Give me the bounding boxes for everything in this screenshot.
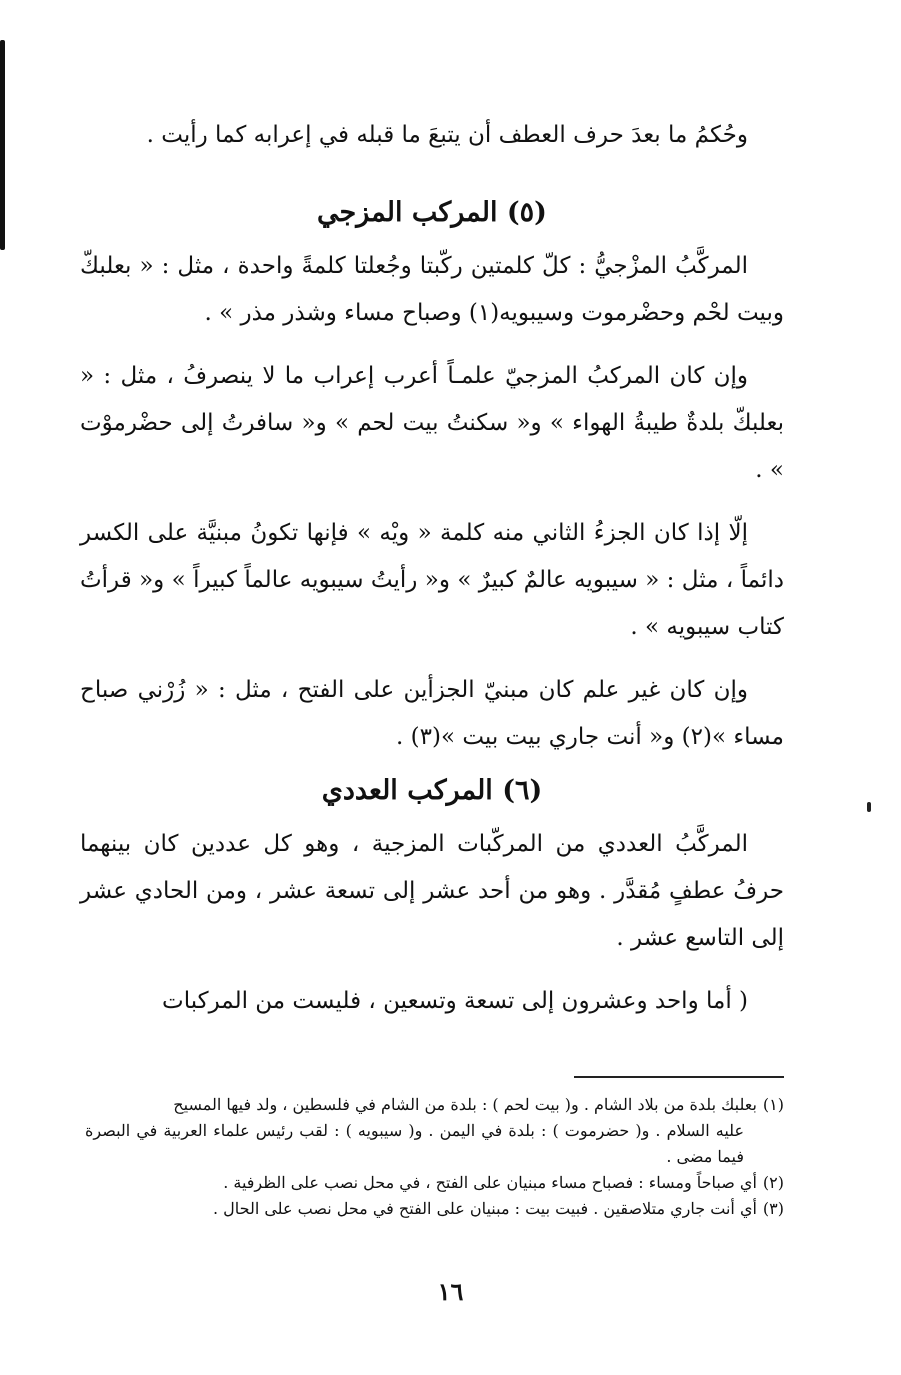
scan-speck (867, 802, 871, 812)
footnote-1-continuation: عليه السلام . و( حضرموت ) : بلدة في اليمن . و( سيبويه ) : لقب رئيس علماء العربية في البصرة فيما مضى . (85, 1121, 744, 1166)
section-6-paragraph-2: ( أما واحد وعشرون إلى تسعة وتسعين ، فليست من المركبات (162, 988, 748, 1014)
footnote-text: بعلبك بلدة من بلاد الشام . و( بيت لحم ) : بلدة من الشام في فلسطين ، ولد فيها المسيح (173, 1095, 757, 1114)
section-5-paragraph-4: وإن كان غير علم كان مبنيّ الجزأين على الفتح ، مثل : « زُرْني صباح مساء »(٢) و« أنت جاري بيت بيت »(٣) . (80, 677, 784, 750)
scan-edge-mark (0, 40, 5, 250)
footnote-2 (85, 1170, 784, 1196)
footnote-1 (85, 1092, 784, 1118)
section-6-heading: (٦) المركب العددي (321, 775, 543, 806)
footnotes (85, 1092, 784, 1222)
footnote-number: (١) (762, 1095, 784, 1114)
footnote-separator (574, 1076, 784, 1078)
page-number: ١٦ (437, 1277, 464, 1306)
intro-line: وحُكمُ ما بعدَ حرف العطف أن يتبعَ ما قبله في إعرابه كما رأيت . (146, 122, 748, 148)
section-6-paragraph-1: المركَّبُ العددي من المركّبات المزجية ، وهو كل عددين كان بينهما حرفُ عطفٍ مُقدَّر . وهو من أحد عشر إلى تسعة عشر ، ومن الحادي عشر إلى التاسع عشر . (80, 831, 784, 951)
footnote-3 (85, 1196, 784, 1222)
section-5-paragraph-2: وإن كان المركبُ المزجيّ علمـاً أعرب إعراب ما لا ينصرفُ ، مثل : « بعلبكّ بلدةٌ طيبةُ الهواء » و« سكنتُ بيت لحم » و« سافرتُ إلى حضْرموْت » . (80, 363, 784, 483)
section-5-paragraph-3: إلّا إذا كان الجزءُ الثاني منه كلمة « ويْه » فإنها تكونُ مبنيَّة على الكسر دائماً ، مثل : « سيبويه عالمٌ كبيرٌ » و« رأيتُ سيبويه عالماً كبيراً » و« قرأتُ كتاب سيبويه » . (80, 520, 784, 640)
footnote-number: (٢) (762, 1173, 784, 1192)
main-text (80, 112, 784, 1025)
section-5-paragraph-1: المركَّبُ المزْجيُّ : كلّ كلمتين ركّبتا وجُعلتا كلمةً واحدة ، مثل : « بعلبكّ وبيت لحْم وحضْرموت وسيبويه(١) وصباح مساء وشذر مذر » . (80, 253, 784, 326)
footnote-text: أي صباحاً ومساء : فصباح مساء مبنيان على الفتح ، في محل نصب على الظرفية . (223, 1173, 757, 1192)
footnote-text: أي أنت جاري متلاصقين . فبيت بيت : مبنيان على الفتح في محل نصب على الحال . (212, 1199, 757, 1218)
footnote-number: (٣) (762, 1199, 784, 1218)
section-5-heading: (٥) المركب المزجي (317, 197, 547, 228)
